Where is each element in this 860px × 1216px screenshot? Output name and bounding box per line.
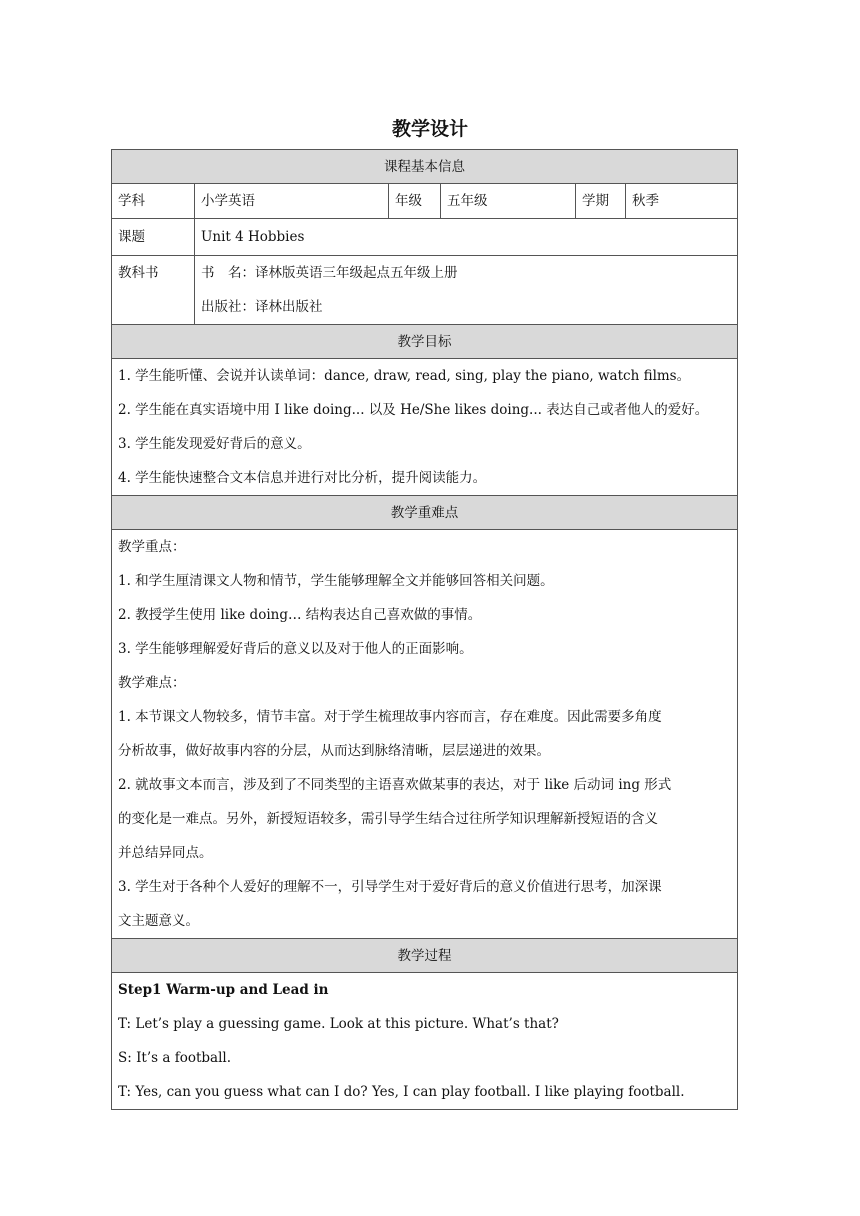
difficulty-line: 并总结异同点。 xyxy=(118,845,213,861)
key-points-heading: 教学重点： xyxy=(118,539,186,555)
term-value: 秋季 xyxy=(626,184,738,219)
process-row xyxy=(112,973,738,1110)
difficulty-line: 1. 本节课文人物较多，情节丰富。对于学生梳理故事内容而言，存在难度。因此需要多角度 xyxy=(118,709,662,725)
section-header-objectives xyxy=(112,325,738,359)
section-header-process xyxy=(112,939,738,973)
info-row xyxy=(112,184,738,219)
objective-item: 3. 学生能发现爱好背后的意义。 xyxy=(118,436,311,452)
objectives-content xyxy=(112,359,738,496)
process-content xyxy=(112,973,738,1110)
topic-value: Unit 4 Hobbies xyxy=(195,219,738,256)
topic-row xyxy=(112,219,738,256)
page-title: 教学设计 xyxy=(391,118,468,140)
key-point-line: 3. 学生能够理解爱好背后的意义以及对于他人的正面影响。 xyxy=(118,641,473,657)
section-title: 课程基本信息 xyxy=(112,150,738,184)
grade-label: 年级 xyxy=(389,184,441,219)
key-points-content xyxy=(112,530,738,939)
textbook-value xyxy=(195,256,738,325)
dialogue-line: T: Yes, can you guess what can I do? Yes, I can play football. I like playing football. xyxy=(118,1084,685,1100)
section-title: 教学重难点 xyxy=(112,496,738,530)
dialogue-line: S: It’s a football. xyxy=(118,1050,231,1066)
objectives-row xyxy=(112,359,738,496)
section-title: 教学过程 xyxy=(112,939,738,973)
subject-label: 学科 xyxy=(112,184,195,219)
textbook-row xyxy=(112,256,738,325)
dialogue-line: T: Let’s play a guessing game. Look at this picture. What’s that? xyxy=(118,1016,559,1032)
textbook-publisher-line: 出版社：译林出版社 xyxy=(201,299,323,315)
difficulty-line: 分析故事，做好故事内容的分层，从而达到脉络清晰，层层递进的效果。 xyxy=(118,743,550,759)
difficulties-heading: 教学难点： xyxy=(118,675,186,691)
objective-item: 2. 学生能在真实语境中用 I like doing... 以及 He/She likes doing... 表达自己或者他人的爱好。 xyxy=(118,402,709,418)
objective-item: 4. 学生能快速整合文本信息并进行对比分析，提升阅读能力。 xyxy=(118,470,487,486)
difficulty-line: 3. 学生对于各种个人爱好的理解不一，引导学生对于爱好背后的意义价值进行思考，加深课 xyxy=(118,879,662,895)
difficulty-line: 2. 就故事文本而言，涉及到了不同类型的主语喜欢做某事的表达，对于 like 后动词 ing 形式 xyxy=(118,777,672,793)
difficulty-line: 的变化是一难点。另外，新授短语较多，需引导学生结合过往所学知识理解新授短语的含义 xyxy=(118,811,658,827)
section-header-basic-info xyxy=(112,150,738,184)
section-title: 教学目标 xyxy=(112,325,738,359)
subject-value: 小学英语 xyxy=(195,184,389,219)
topic-label: 课题 xyxy=(112,219,195,256)
difficulty-line: 文主题意义。 xyxy=(118,913,199,929)
objective-item: 1. 学生能听懂、会说并认读单词：dance, draw, read, sing, play the piano, watch films。 xyxy=(118,368,691,384)
lesson-plan-table xyxy=(111,149,738,1110)
key-point-line: 2. 教授学生使用 like doing… 结构表达自己喜欢做的事情。 xyxy=(118,607,482,623)
step-title: Step1 Warm-up and Lead in xyxy=(118,982,329,998)
key-points-row xyxy=(112,530,738,939)
textbook-name-line: 书 名：译林版英语三年级起点五年级上册 xyxy=(201,265,458,281)
term-label: 学期 xyxy=(576,184,626,219)
textbook-label: 教科书 xyxy=(112,256,195,325)
key-point-line: 1. 和学生厘清课文人物和情节，学生能够理解全文并能够回答相关问题。 xyxy=(118,573,554,589)
section-header-key-points xyxy=(112,496,738,530)
grade-value: 五年级 xyxy=(441,184,576,219)
